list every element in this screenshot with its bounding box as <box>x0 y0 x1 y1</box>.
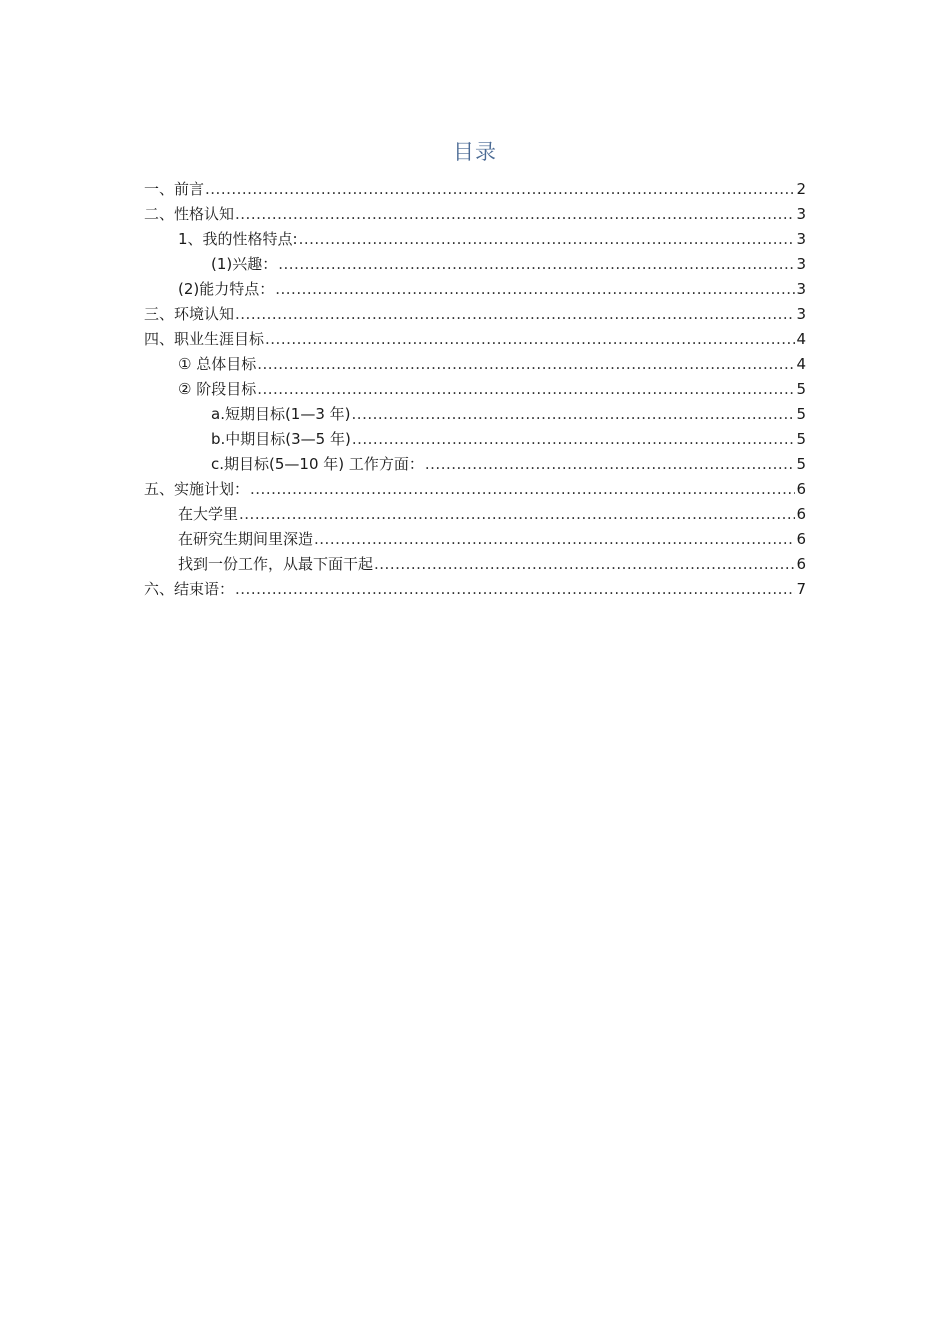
toc-entry-label: 四、职业生涯目标 <box>144 330 265 348</box>
toc-entry[interactable] <box>144 277 806 302</box>
toc-entry-label: 五、实施计划： <box>144 480 250 498</box>
toc-entry-label: a.短期目标(1—3 年) <box>211 405 351 423</box>
table-of-contents <box>144 177 806 602</box>
toc-entry-label: ① 总体目标 <box>178 355 257 373</box>
toc-entry-label: 二、性格认知 <box>144 205 235 223</box>
toc-leader-dots <box>257 352 795 377</box>
toc-leader-dots <box>235 202 795 227</box>
toc-entry-page: 7 <box>796 580 806 598</box>
toc-entry-page: 6 <box>796 480 806 498</box>
toc-leader-dots <box>239 502 795 527</box>
toc-entry-label: ② 阶段目标 <box>178 380 257 398</box>
toc-leader-dots <box>374 552 795 577</box>
toc-entry-page: 3 <box>796 205 806 223</box>
toc-leader-dots <box>352 402 796 427</box>
toc-leader-dots <box>299 227 796 252</box>
toc-entry-label: 在研究生期间里深造 <box>178 530 314 548</box>
toc-entry-label: 1、我的性格特点: <box>178 230 298 248</box>
toc-entry-page: 5 <box>796 430 806 448</box>
toc-entry-label: (1)兴趣： <box>211 255 278 273</box>
toc-entry[interactable] <box>144 402 806 427</box>
toc-leader-dots <box>278 252 795 277</box>
toc-leader-dots <box>235 302 795 327</box>
toc-entry[interactable] <box>144 252 806 277</box>
toc-entry-label: 三、环境认知 <box>144 305 235 323</box>
toc-entry[interactable] <box>144 177 806 202</box>
toc-entry[interactable] <box>144 577 806 602</box>
toc-entry-label: 一、前言 <box>144 180 205 198</box>
toc-entry-page: 5 <box>796 380 806 398</box>
toc-entry-page: 3 <box>796 280 806 298</box>
toc-entry[interactable] <box>144 552 806 577</box>
toc-entry-page: 3 <box>796 305 806 323</box>
toc-entry[interactable] <box>144 477 806 502</box>
toc-entry-label: 在大学里 <box>178 505 239 523</box>
toc-entry[interactable] <box>144 377 806 402</box>
toc-entry-page: 5 <box>796 405 806 423</box>
toc-entry[interactable] <box>144 302 806 327</box>
toc-entry[interactable] <box>144 202 806 227</box>
toc-entry-page: 4 <box>796 355 806 373</box>
toc-entry[interactable] <box>144 502 806 527</box>
toc-leader-dots <box>235 577 795 602</box>
toc-leader-dots <box>314 527 795 552</box>
toc-entry[interactable] <box>144 452 806 477</box>
toc-leader-dots <box>250 477 795 502</box>
toc-title: 目录 <box>453 140 497 164</box>
toc-entry[interactable] <box>144 227 806 252</box>
toc-entry-label: (2)能力特点： <box>178 280 275 298</box>
toc-entry-page: 6 <box>796 505 806 523</box>
toc-entry-page: 2 <box>796 180 806 198</box>
toc-entry-page: 6 <box>796 555 806 573</box>
toc-leader-dots <box>265 327 795 352</box>
toc-entry[interactable] <box>144 527 806 552</box>
toc-entry-label: 找到一份工作，从最下面干起 <box>178 555 374 573</box>
toc-entry-label: b.中期目标(3—5 年) <box>211 430 351 448</box>
toc-entry-page: 3 <box>796 230 806 248</box>
toc-entry[interactable] <box>144 327 806 352</box>
toc-entry-label: c.期目标(5—10 年) 工作方面： <box>211 455 424 473</box>
toc-leader-dots <box>275 277 795 302</box>
toc-entry[interactable] <box>144 427 806 452</box>
toc-entry-page: 3 <box>796 255 806 273</box>
toc-leader-dots <box>205 177 795 202</box>
toc-entry-page: 4 <box>796 330 806 348</box>
toc-leader-dots <box>425 452 796 477</box>
toc-entry[interactable] <box>144 352 806 377</box>
toc-entry-label: 六、结束语： <box>144 580 235 598</box>
toc-entry-page: 5 <box>796 455 806 473</box>
toc-leader-dots <box>257 377 795 402</box>
toc-entry-page: 6 <box>796 530 806 548</box>
toc-leader-dots <box>352 427 796 452</box>
